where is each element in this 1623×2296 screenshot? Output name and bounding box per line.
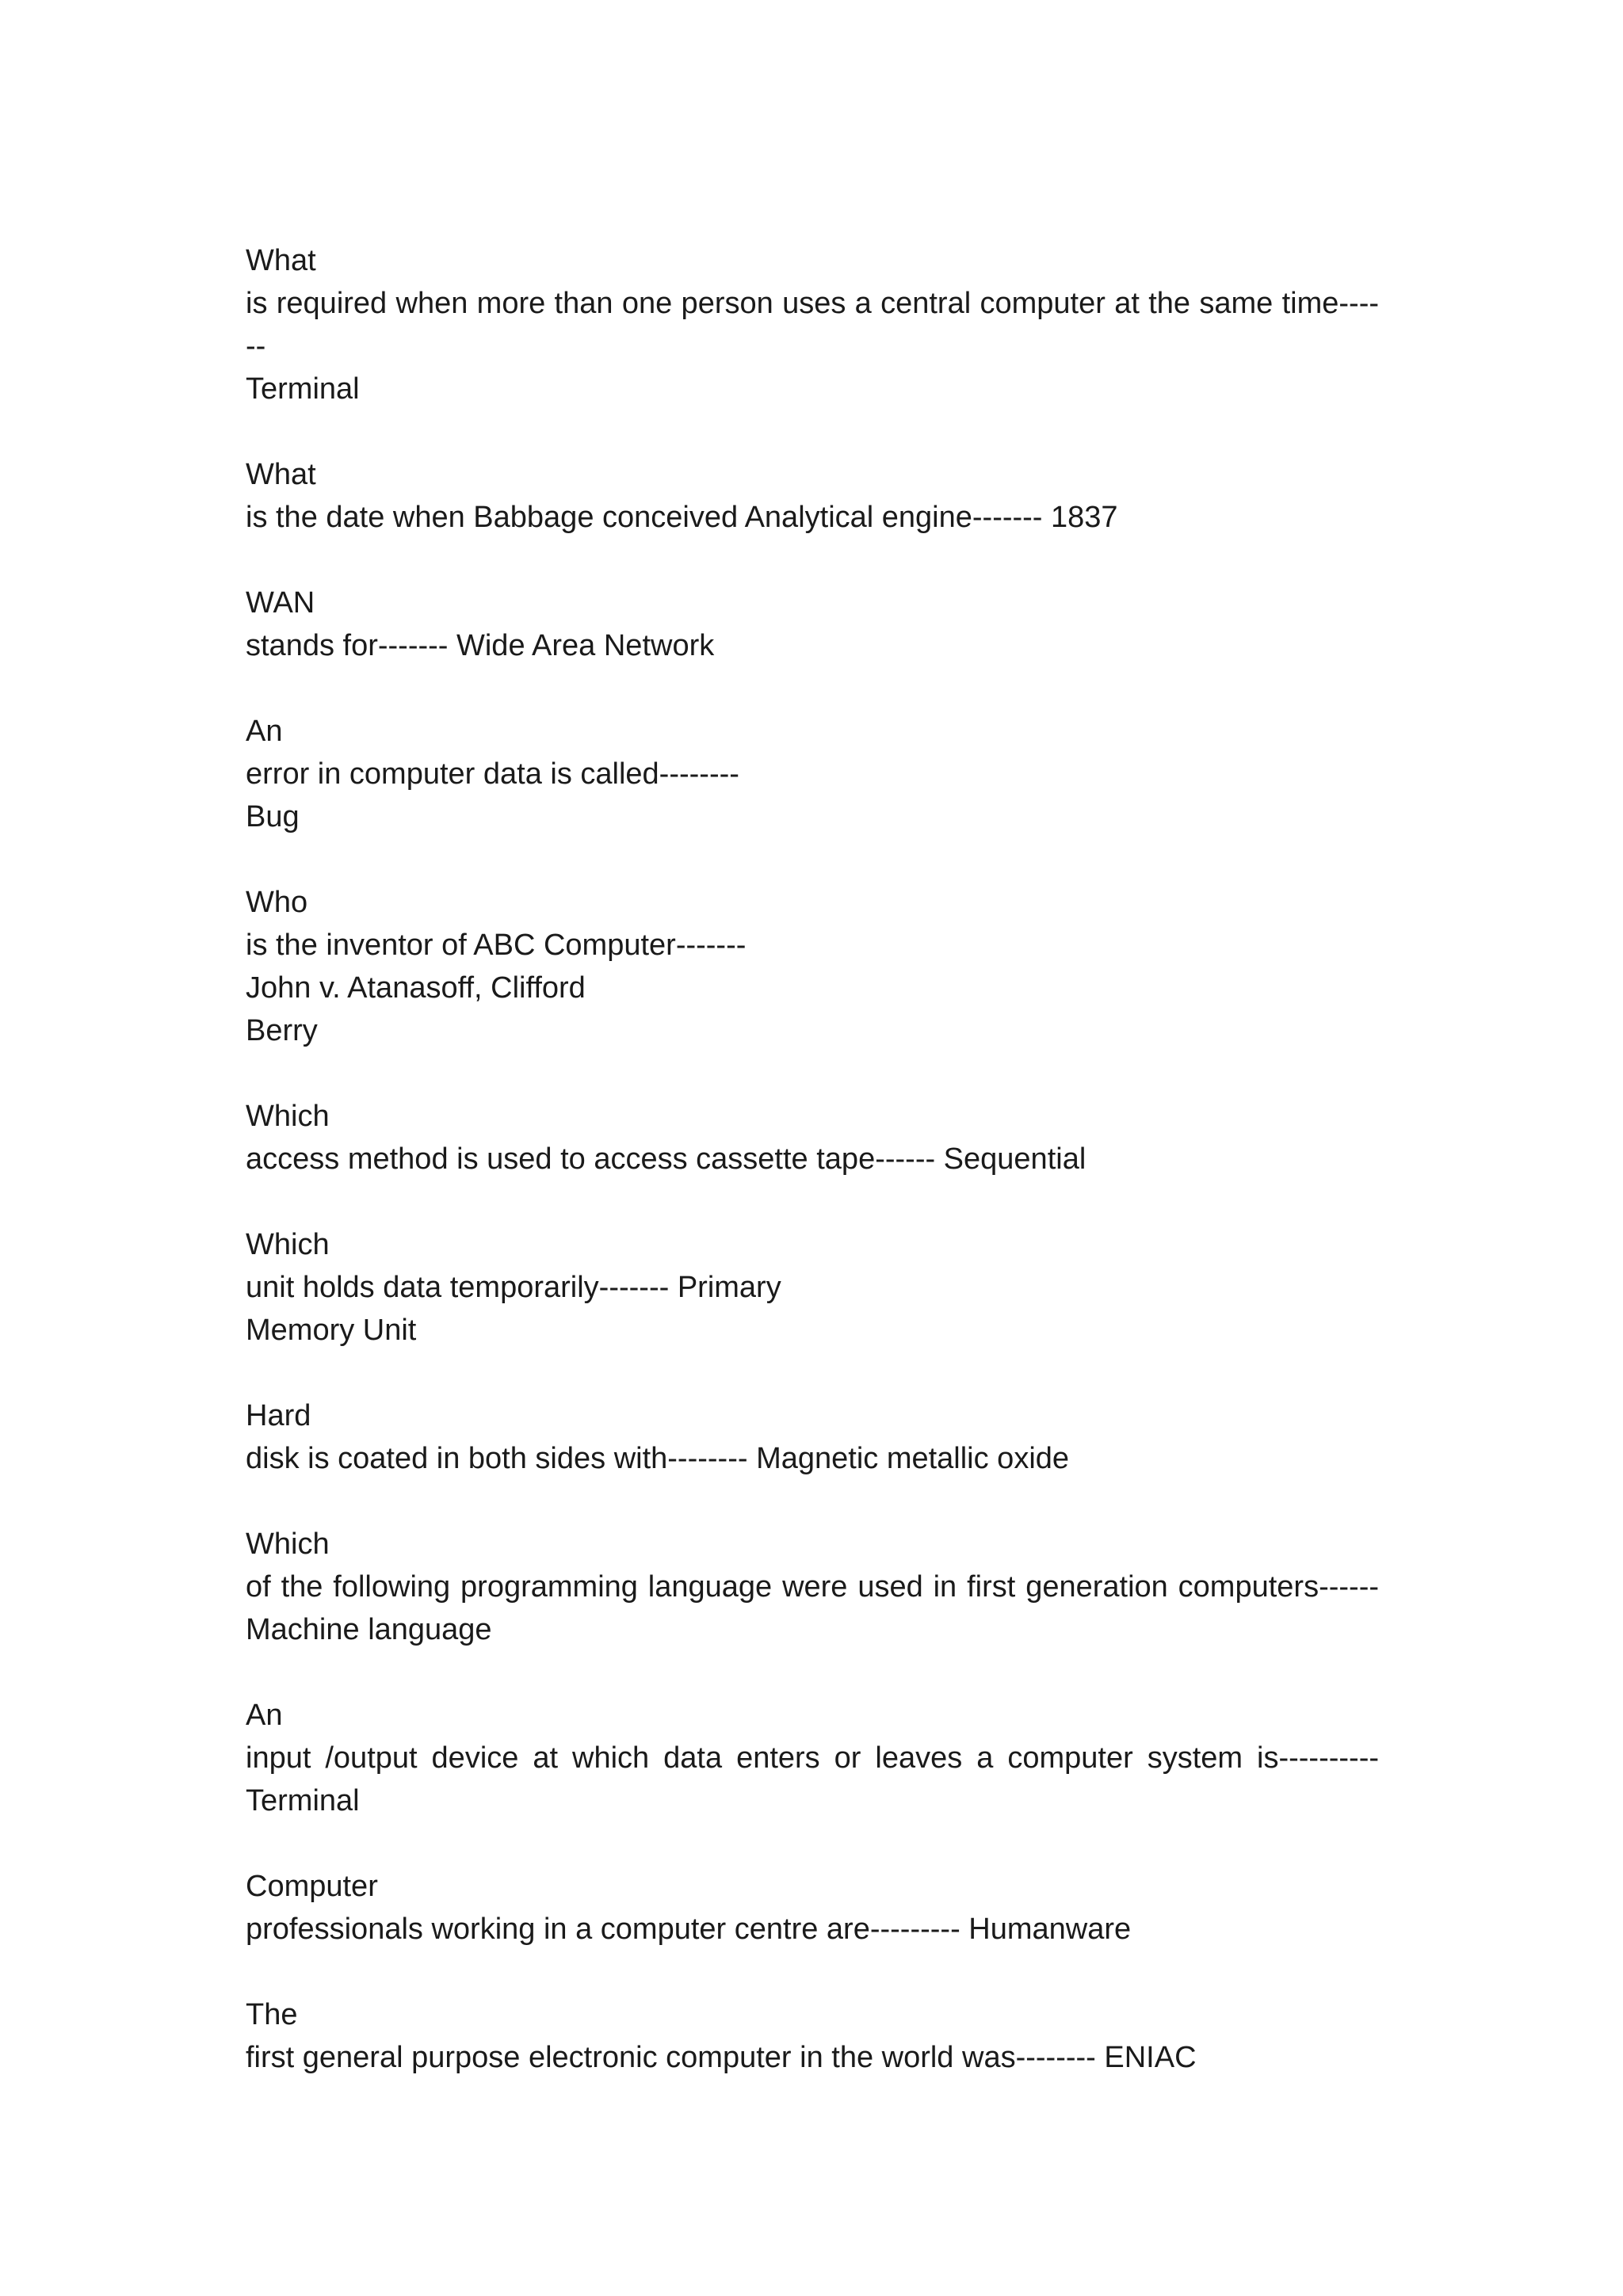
- question-lead-word: Hard: [246, 1399, 311, 1432]
- question-text: of the following programming language were used in first generation computers------: [246, 1570, 1379, 1604]
- qa-item: [246, 1993, 1379, 2079]
- question-lead-word: The: [246, 1998, 298, 2031]
- qa-item: [246, 881, 1379, 1052]
- qa-item: [246, 1223, 1379, 1352]
- question-text: disk is coated in both sides with-------- Magnetic metallic oxide: [246, 1442, 1070, 1475]
- qa-list: [246, 239, 1379, 2122]
- question-lead-word: Which: [246, 1228, 330, 1261]
- question-text: professionals working in a computer centre are--------- Humanware: [246, 1913, 1132, 1946]
- answer-text: Berry: [246, 1014, 318, 1047]
- answer-text: Machine language: [246, 1613, 492, 1646]
- qa-item: [246, 1523, 1379, 1651]
- question-lead-word: An: [246, 1699, 283, 1732]
- answer-text: John v. Atanasoff, Clifford: [246, 971, 586, 1005]
- question-text: stands for------- Wide Area Network: [246, 629, 715, 662]
- qa-item: [246, 239, 1379, 410]
- question-text: access method is used to access cassette tape------ Sequential: [246, 1142, 1086, 1176]
- question-text: first general purpose electronic computer in the world was-------- ENIAC: [246, 2041, 1197, 2074]
- answer-text: Bug: [246, 800, 300, 833]
- question-text: input /output device at which data enters or leaves a computer system is----------: [246, 1741, 1379, 1775]
- question-text: is required when more than one person uses a central computer at the same time------: [246, 287, 1379, 363]
- answer-text: Memory Unit: [246, 1314, 417, 1347]
- qa-item: [246, 1694, 1379, 1822]
- question-lead-word: Who: [246, 886, 308, 919]
- question-lead-word: Which: [246, 1100, 330, 1133]
- question-lead-word: Which: [246, 1527, 330, 1561]
- question-text: error in computer data is called--------: [246, 757, 739, 791]
- question-text: is the date when Babbage conceived Analytical engine------- 1837: [246, 501, 1118, 534]
- question-text: unit holds data temporarily------- Primary: [246, 1271, 781, 1304]
- qa-item: [246, 1394, 1379, 1480]
- answer-text: Terminal: [246, 372, 360, 406]
- question-text: is the inventor of ABC Computer-------: [246, 929, 747, 962]
- question-lead-word: WAN: [246, 586, 315, 620]
- question-lead-word: What: [246, 458, 316, 491]
- qa-item: [246, 710, 1379, 838]
- qa-item: [246, 582, 1379, 667]
- question-lead-word: Computer: [246, 1870, 378, 1903]
- qa-item: [246, 1095, 1379, 1180]
- question-lead-word: What: [246, 244, 316, 277]
- answer-text: Terminal: [246, 1784, 360, 1817]
- question-lead-word: An: [246, 715, 283, 748]
- qa-item: [246, 1865, 1379, 1951]
- qa-item: [246, 453, 1379, 539]
